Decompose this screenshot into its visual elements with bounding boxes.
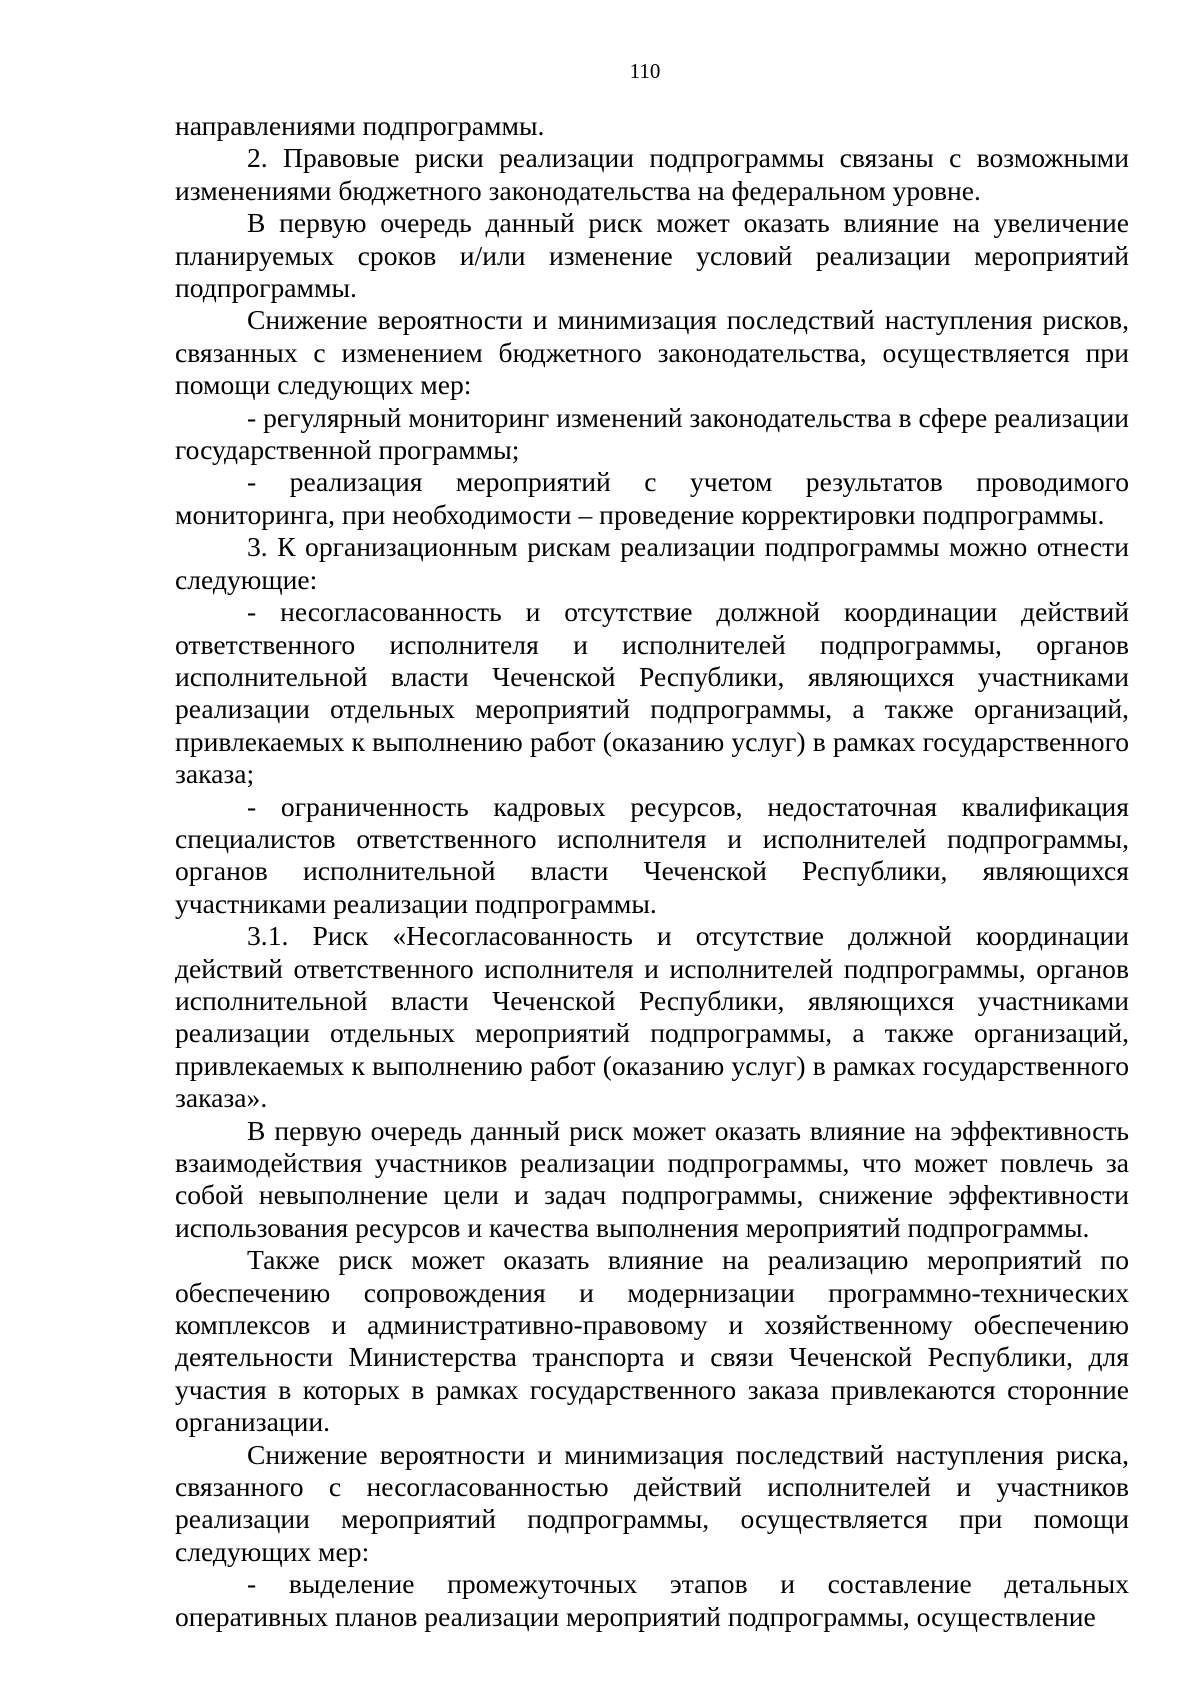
list-item-coordination: - несогласованность и отсутствие должной координации действий ответственного исполнителя и исполнителей подпрограммы, органов исполнительной власти Чеченской Республики, являющихся участниками реализации отдельных мероприятий подпрограммы, а также организаций, привлекаемых к выполнению работ (оказанию услуг) в рамках государственного заказа;: [175, 596, 1129, 790]
page-number: 110: [629, 59, 661, 83]
list-item-personnel: - ограниченность кадровых ресурсов, недостаточная квалификация специалистов ответственного исполнителя и исполнителей подпрограммы, органов исполнительной власти Чеченской Республики, являющихся участниками реализации подпрограммы.: [175, 790, 1129, 919]
paragraph-continuation: направлениями подпрограммы.: [175, 110, 545, 141]
paragraph-risk-3-1-impact: В первую очередь данный риск может оказать влияние на эффективность взаимодействия участников реализации подпрограммы, что может повлечь за собой невыполнение цели и задач подпрограммы, снижение эффективности использования ресурсов и качества выполнения мероприятий подпрограммы.: [175, 1114, 1129, 1243]
list-item-stages: - выделение промежуточных этапов и составление детальных оперативных планов реализации мероприятий подпрограммы, осуществление: [175, 1568, 1129, 1632]
paragraph-risk-3-1: 3.1. Риск «Несогласованность и отсутствие должной координации действий ответственного исполнителя и исполнителей подпрограммы, органов исполнительной власти Чеченской Республики, являющихся участниками реализации отдельных мероприятий подпрограммы, а также организаций, привлекаемых к выполнению работ (оказанию услуг) в рамках государственного заказа».: [175, 920, 1129, 1114]
list-item-adjustment: - реализация мероприятий с учетом результатов проводимого мониторинга, при необходимости – проведение корректировки подпрограммы.: [175, 466, 1129, 530]
document-body: [175, 110, 1129, 1633]
paragraph-legal-risks: 2. Правовые риски реализации подпрограммы связаны с возможными изменениями бюджетного законодательства на федеральном уровне.: [175, 142, 1129, 206]
paragraph-risk-3-1-mitigation: Снижение вероятности и минимизация последствий наступления риска, связанного с несогласованностью действий исполнителей и участников реализации мероприятий подпрограммы, осуществляется при помощи следующих мер:: [175, 1438, 1129, 1567]
list-item-monitoring: - регулярный мониторинг изменений законодательства в сфере реализации государственной программы;: [175, 401, 1129, 466]
paragraph-legal-risk-impact: В первую очередь данный риск может оказать влияние на увеличение планируемых сроков и/или изменение условий реализации мероприятий подпрограммы.: [175, 207, 1129, 304]
paragraph-organizational-risks: 3. К организационным рискам реализации подпрограммы можно отнести следующие:: [175, 531, 1129, 595]
paragraph-risk-3-1-additional: Также риск может оказать влияние на реализацию мероприятий по обеспечению сопровождения и модернизации программно-технических комплексов и административно-правовому и хозяйственному обеспечению деятельности Министерства транспорта и связи Чеченской Республики, для участия в которых в рамках государственного заказа привлекаются сторонние организации.: [175, 1244, 1129, 1438]
paragraph-legal-risk-mitigation: Снижение вероятности и минимизация последствий наступления рисков, связанных с изменением бюджетного законодательства, осуществляется при помощи следующих мер:: [175, 304, 1129, 401]
